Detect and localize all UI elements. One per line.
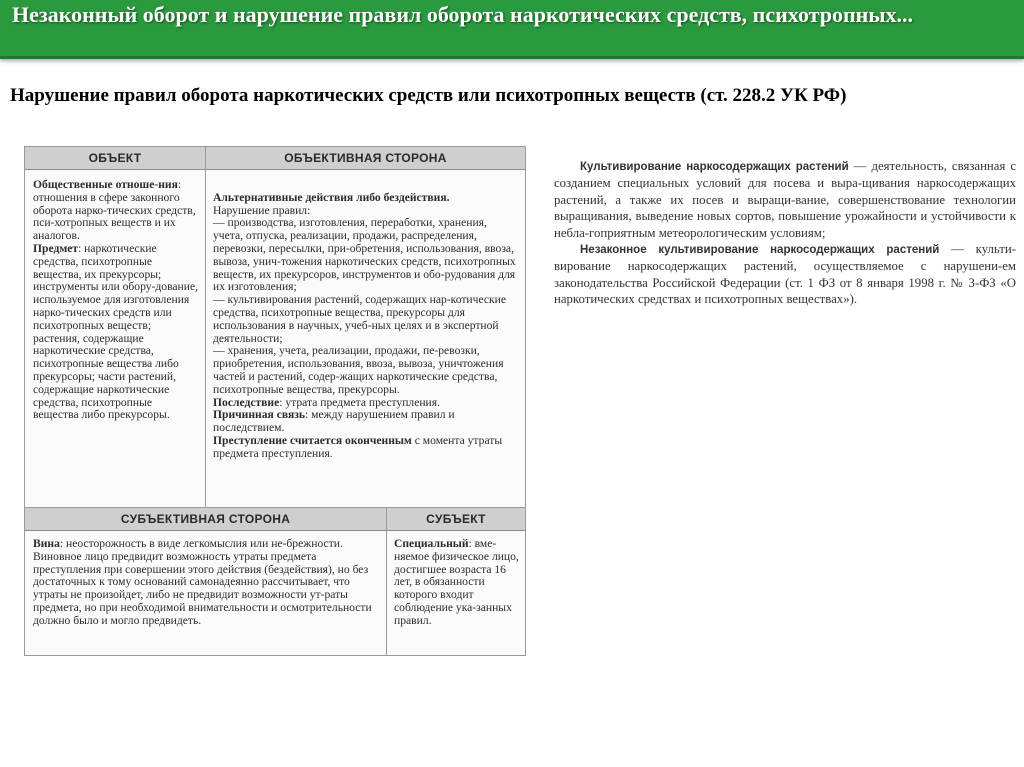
subject-label-special: Специальный [394, 537, 469, 550]
definition-illegal-cultivation-term: Незаконное культивирование наркосодержащих растений [580, 244, 940, 257]
objective-text-causation: : между нарушением правил и последствием. [213, 408, 455, 435]
subject-text-special: : вме-няемое физическое лицо, достигшее возраста 16 лет, в обязанности которого входит соблюдение ука-занных правил. [394, 537, 519, 627]
object-text-relations: : отношения в сфере законного оборота нарко-тических средств, пси-хотропных веществ и их аналогов. [33, 178, 196, 243]
title-bar [0, 0, 1024, 59]
objective-side-header: ОБЪЕКТИВНАЯ СТОРОНА [206, 147, 525, 170]
objective-text-completion: с момента утраты предмета преступления. [213, 433, 503, 460]
subjective-side-header: СУБЪЕКТИВНАЯ СТОРОНА [25, 508, 386, 531]
definitions-text [554, 158, 1016, 308]
definition-cultivation [554, 158, 1016, 241]
object-header: ОБЪЕКТ [25, 147, 205, 170]
objective-side-cell [213, 179, 518, 461]
slide-subtitle: Нарушение правил оборота наркотических средств или психотропных веществ (ст. 228.2 УК РФ) [10, 85, 847, 106]
definition-cultivation-term: Культивирование наркосодержащих растений [580, 161, 849, 173]
subject-cell [394, 538, 520, 628]
objective-label-completion: Преступление считается оконченным [213, 433, 412, 447]
column-divider [205, 147, 206, 507]
object-label-relations: Общественные отноше-ния [33, 178, 178, 191]
object-cell [33, 179, 199, 422]
column-divider-bottom [386, 508, 387, 655]
object-text-subject-matter: : наркотические средства, психотропные вещества, их прекурсоры; инструменты или обору-дование, используемое для изготовления нарко-тических средств или психотропных веществ; растения, содержащие наркотические средства, психотропные вещества либо прекурсоры; части растений, содержащие наркотические средства, психотропные вещества либо прекурсоры. [33, 241, 198, 422]
subjective-label-guilt: Вина [33, 537, 60, 550]
subjective-side-cell [33, 538, 379, 628]
objective-text-consequence: : утрата предмета преступления. [279, 395, 440, 409]
objective-label-causation: Причинная связь [213, 408, 306, 422]
objective-label-consequence: Последствие [213, 395, 280, 409]
object-label-subject-matter: Предмет [33, 241, 79, 255]
subjective-text-guilt: : неосторожность в виде легкомыслия или не-брежности. Виновное лицо предвидит возможность утраты предмета преступления при совершении этого действия (бездействия), но без достаточных к тому оснований самонадеянно рассчитывает, что утраты не произойдет, либо не предвидит возможности ут-раты предмета, но при необходимой внимательности и осмотрительности должно было и могло предвидеть. [33, 537, 372, 627]
definition-cultivation-text: — деятельность, связанная с созданием специальных условий для посева и выра-щивания наркосодержащих растений, а также их посев и выращи-вание, совершенствование технологии выращивания, выведение новых сортов, повышение урожайности и устойчивости к небла-гоприятным метеорологическим условиям; [554, 159, 1016, 240]
objective-label-actions: Альтернативные действия либо бездействия. [213, 190, 450, 204]
subject-header: СУБЪЕКТ [387, 508, 525, 531]
slide-title: Незаконный оборот и нарушение правил оборота наркотических средств, психотропных... [12, 2, 913, 27]
definition-illegal-cultivation-text: — культи-вирование наркосодержащих растений, осуществляемое с нарушени-ем законодательства Российской Федерации (ст. 1 ФЗ от 8 января 1998 г. № 3-ФЗ «О наркотических средствах и психотропных веществах»). [554, 242, 1016, 307]
definition-illegal-cultivation [554, 241, 1016, 308]
objective-text-actions: Нарушение правил: — производства, изготовления, переработки, хранения, учета, отпуска, реализации, продажи, распределения, перевозки, пересылки, при-обретения, использования, ввоза, вывоза, унич-тожения наркотических средств, психотропных веществ, их прекурсоров, инструментов и обо-рудования для их изготовления; — культивирования растений, содержащих нар-котические средства, психотропные вещества, прекурсоры для использования в научных, учеб-ных целях и в экспертной деятельности; — хранения, учета, реализации, продажи, пе-ревозки, приобретения, использования, ввоза, вывоза, уничтожения частей и растений, содер-жащих наркотические средства, психотропные вещества, прекурсоры. [213, 203, 516, 396]
crime-elements-table [24, 146, 526, 656]
